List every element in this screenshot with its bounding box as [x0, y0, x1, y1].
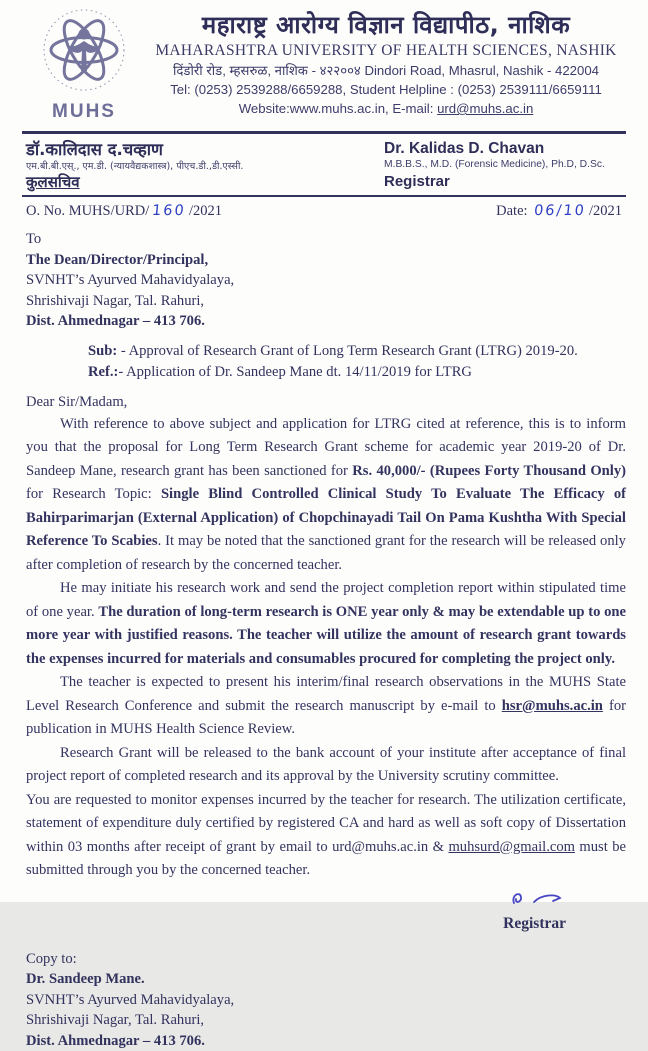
recipient-line: Dist. Ahmednagar – 413 706.: [26, 311, 622, 332]
university-title-marathi: महाराष्ट्र आरोग्य विज्ञान विद्यापीठ, नाशिक: [142, 10, 630, 40]
university-address: दिंडोरी रोड, म्हसरुळ, नाशिक - ४२२००४ Dindori Road, Mhasrul, Nashik - 422004: [142, 62, 630, 79]
person-figure-icon: [67, 29, 101, 73]
muhs-logo-text: MUHS: [26, 101, 142, 123]
registrar-marathi-block: [26, 139, 243, 192]
recipient-line: The Dean/Director/Principal,: [26, 250, 622, 271]
outward-prefix: O. No. MUHS/URD/: [26, 203, 149, 219]
registrar-qualifications-marathi: एम.बी.बी.एस्., एम.डी. (न्यायवैद्यकशास्त्र), पीएच.डी.,डी.एस्सी.: [26, 160, 243, 173]
registrar-qualifications-english: M.B.B.S., M.D. (Forensic Medicine), Ph.D, D.Sc.: [384, 158, 622, 172]
recipient-line: SVNHT’s Ayurved Mahavidyalaya,: [26, 270, 622, 291]
body-paragraph-5: You are requested to monitor expenses incurred by the teacher for research. The utilization certificate, statement of expenditure duly certified by registered CA and hard as well as soft copy of Dissertation within 03 months after receipt of grant by email to urd@muhs.ac.in & muhsurd@gmail.com must be submitted through you by the concerned teacher.: [26, 789, 626, 883]
body-paragraph-1: With reference to above subject and application for LTRG cited at reference, this is to inform you that the proposal for Long Term Research Grant scheme for academic year 2019-20 of Dr. Sandeep Mane, research grant has been sanctioned for Rs. 40,000/- (Rupees Forty Thousand Only) for Research Topic: Single Blind Controlled Clinical Study To Evaluate The Efficacy of Bahirparimarjan (External Application) of Chopchinayadi Tail On Pama Kushtha With Special Reference To Scabies. It may be noted that the sanctioned grant for the research will be released only after completion of research by the concerned teacher.: [26, 413, 626, 578]
copy-to-line: Dr. Sandeep Mane.: [26, 969, 622, 990]
university-website-email: [142, 100, 630, 117]
body-paragraph-2: He may initiate his research work and send the project completion report within stipulated time of one year. The duration of long-term research is ONE year only & may be extendable up to one more year with justified reasons. The teacher will utilize the amount of research grant towards the expenses incurred for materials and consumables procured for completing the project only.: [26, 577, 626, 671]
copy-to-label: Copy to:: [26, 949, 622, 970]
muhs-atom-logo-icon: [30, 8, 138, 100]
copy-to-line: SVNHT’s Ayurved Mahavidyalaya,: [26, 990, 622, 1011]
officials-row: [0, 134, 648, 195]
signature-designation: Registrar: [0, 915, 566, 933]
date-suffix: /2021: [589, 203, 622, 219]
date-label: Date:: [496, 203, 531, 219]
letterhead: [0, 0, 648, 127]
letterhead-text: [142, 8, 630, 117]
body-paragraph-3: The teacher is expected to present his interim/final research observations in the MUHS State Level Research Conference and submit the research manuscript by e-mail to hsr@muhs.ac.in for publication in MUHS Health Science Review.: [26, 671, 626, 742]
subject-line: [88, 341, 622, 362]
registrar-designation-marathi: कुलसचिव: [26, 173, 243, 192]
registrar-name-marathi: डॉ.कालिदास द.चव्हाण: [26, 139, 243, 160]
body-paragraph-4: Research Grant will be released to the bank account of your institute after acceptance of final project report of completed research and its approval by the University scrutiny committee.: [26, 742, 626, 789]
university-title-english: MAHARASHTRA UNIVERSITY OF HEALTH SCIENCES, NASHIK: [142, 41, 630, 60]
subject-label: Sub:: [88, 343, 117, 359]
signature-block: [0, 889, 596, 933]
outward-number: [26, 200, 222, 222]
website-text: Website:www.muhs.ac.in, E-mail:: [239, 101, 437, 116]
reference-text: - Application of Dr. Sandeep Mane dt. 14/11/2019 for LTRG: [118, 364, 472, 380]
date-handwritten: 06/10: [530, 200, 590, 222]
copy-to-line: Shrishivaji Nagar, Tal. Rahuri,: [26, 1010, 622, 1031]
signature-squiggle-icon: [504, 889, 568, 913]
salutation: Dear Sir/Madam,: [26, 391, 622, 413]
registrar-designation-english: Registrar: [384, 172, 622, 191]
subject-reference-block: [88, 341, 622, 383]
to-label: To: [26, 229, 622, 250]
university-phone: Tel: (0253) 2539288/6659288, Student Helpline : (0253) 2539111/6659111: [142, 81, 630, 98]
registrar-name-english: Dr. Kalidas D. Chavan: [384, 139, 622, 158]
letter-date: [496, 200, 622, 222]
outward-suffix: /2021: [189, 203, 222, 219]
copy-to-block: [26, 949, 622, 1051]
outward-number-handwritten: 160: [148, 200, 190, 222]
reference-line: [88, 362, 622, 383]
subject-text: - Approval of Research Grant of Long Term Research Grant (LTRG) 2019-20.: [117, 343, 578, 359]
university-email-link: urd@muhs.ac.in: [437, 101, 533, 116]
copy-to-line: Dist. Ahmednagar – 413 706.: [26, 1031, 622, 1051]
reference-label: Ref.:: [88, 364, 118, 380]
recipient-block: [0, 222, 648, 332]
muhs-logo: [26, 8, 142, 123]
recipient-line: Shrishivaji Nagar, Tal. Rahuri,: [26, 291, 622, 312]
registrar-english-block: [384, 139, 622, 192]
reference-date-row: [0, 197, 648, 222]
